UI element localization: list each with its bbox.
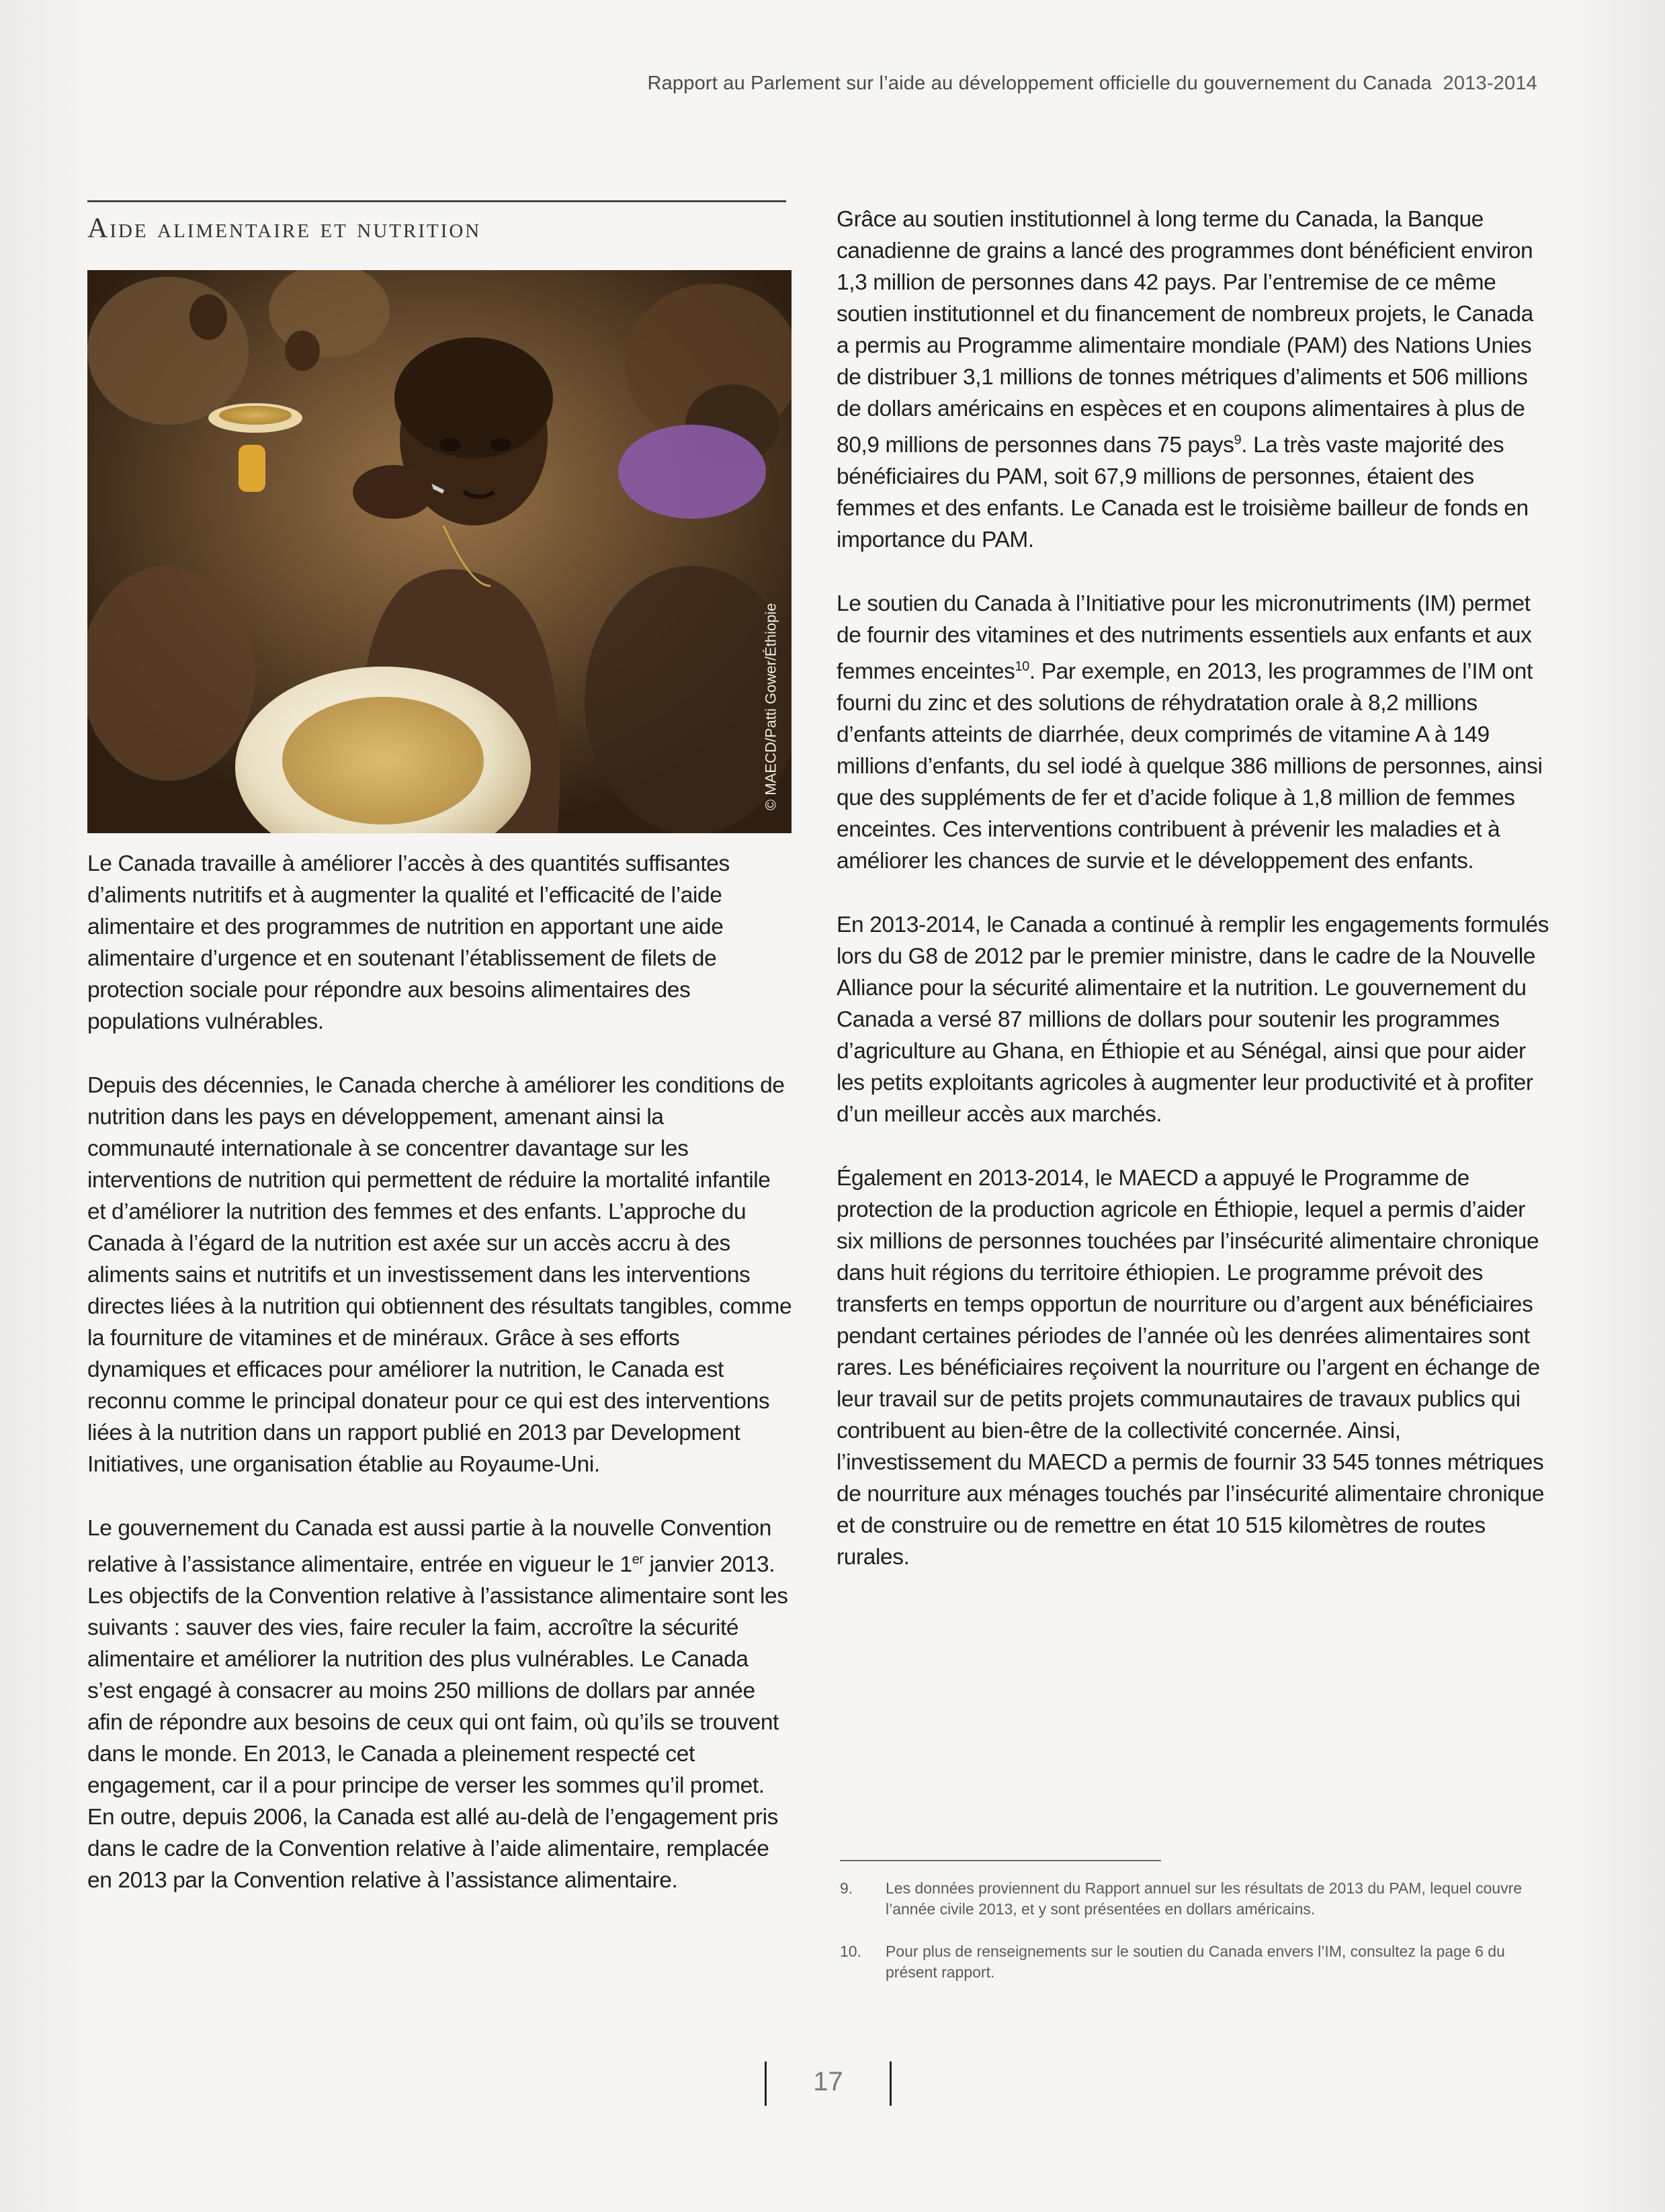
page-number	[765, 2061, 899, 2109]
left-column	[87, 848, 793, 1928]
footnote	[840, 1878, 1539, 1920]
photo-credit: © MAECD/Patti Gower/Éthiopie	[762, 603, 779, 810]
paragraph: Également en 2013-2014, le MAECD a appuyé le Programme de protection de la production agricole en Éthiopie, lequel a permis d’aider six millions de personnes touchées par l’insécurité alimentaire chronique dans huit régions du territoire éthiopien. Le programme prévoit des transferts en temps opportun de nourriture ou d’argent aux bénéficiaires pendant certaines périodes de l’année où les denrées alimentaires sont rares. Les bénéficiaires reçoivent la nourriture ou l’argent en échange de leur travail sur de petits projets communautaires de travaux publics qui contribuent au bien-être de la collectivité concernée. Ainsi, l’investissement du MAECD a permis de fournir 33 545 tonnes métriques de nourriture aux ménages touchés par l’insécurité alimentaire chronique et de construire ou de remettre en état 10 515 kilomètres de routes rurales.	[837, 1166, 1545, 1570]
paragraph: Depuis des décennies, le Canada cherche à améliorer les conditions de nutrition dans les pays en développement, amenant ainsi la communauté internationale à se concentrer davantage sur les interventions de nutrition qui permettent de réduire la mortalité infantile et d’améliorer la nutrition des femmes et des enfants. L’approche du Canada à l’égard de la nutrition est axée sur un accès accru à des aliments sains et nutritifs et un investissement dans les interventions directes liées à la nutrition qui obtiennent des résultats tangibles, comme la fourniture de vitamines et de minéraux. Grâce à ses efforts dynamiques et efficaces pour améliorer la nutrition, le Canada est reconnu comme le principal donateur pour ce qui est des interventions liées à la nutrition dans un rapport publié en 2013 par Development Initiatives, une organisation établie au Royaume-Uni.	[87, 1073, 792, 1477]
running-header	[647, 73, 1537, 95]
section-title: Aide alimentaire et nutrition	[87, 213, 482, 244]
footnote-ref[interactable]: 10	[1015, 659, 1029, 675]
footnotes	[840, 1878, 1539, 2004]
footnote-text: Pour plus de renseignements sur le soutien du Canada envers l’IM, consultez la page 6 du présent rapport.	[886, 1943, 1505, 1981]
footnote	[840, 1941, 1539, 1983]
paragraph	[87, 1513, 793, 1896]
paragraph	[837, 204, 1549, 556]
section-rule	[87, 200, 786, 202]
superscript: er	[632, 1552, 644, 1567]
footnote-rule	[840, 1860, 1161, 1861]
footnote-number: 10.	[840, 1943, 861, 1960]
running-header-years: 2013-2014	[1443, 73, 1537, 94]
footnote-number: 9.	[840, 1879, 853, 1897]
page-number-bar-right	[890, 2061, 892, 2106]
right-column	[837, 204, 1549, 1605]
photo-illustration	[87, 270, 792, 833]
footnote-ref[interactable]: 9	[1234, 433, 1242, 448]
paragraph-text: janvier 2013. Les objectifs de la Convention relative à l’assistance alimentaire sont les suivants : sauver des vies, faire reculer la faim, accroître la sécurité alimentaire et améliorer la nutrition des plus vulnérables. Le Canada s’est engagé à consacrer au moins 250 millions de dollars par année afin de répondre aux besoins de ceux qui ont faim, où qu’ils se trouvent dans le monde. En 2013, le Canada a pleinement respecté cet engagement, car il a pour principe de verser les sommes qu’il promet. En outre, depuis 2006, la Canada est allé au-delà de l’engagement pris dans le cadre de la Convention relative à l’aide alimentaire, remplacée en 2013 par la Convention relative à l’assistance alimentaire.	[87, 1552, 788, 1894]
page-number-value: 17	[813, 2067, 843, 2096]
paragraph-text: Grâce au soutien institutionnel à long terme du Canada, la Banque canadienne de grains a lancé des programmes dont bénéficient environ 1,3 million de personnes dans 42 pays. Par l’entremise de ce même soutien institutionnel et du financement de nombreux projets, le Canada a permis au Programme alimentaire mondiale (PAM) des Nations Unies de distribuer 3,1 millions de tonnes métriques d’aliments et 506 millions de dollars américains en espèces et en coupons alimentaires à plus de 80,9 millions de personnes dans 75 pays	[837, 207, 1533, 458]
running-header-title: Rapport au Parlement sur l’aide au développement officielle du gouvernement du Canada	[647, 73, 1432, 94]
paragraph-text: . Par exemple, en 2013, les programmes de l’IM ont fourni du zinc et des solutions de réhydratation orale à 8,2 millions d’enfants atteints de diarrhée, deux comprimés de vitamine A à 149 millions d’enfants, du sel iodé à quelque 386 millions de personnes, ainsi que des suppléments de fer et d’acide folique à 1,8 million de femmes enceintes. Ces interventions contribuent à prévenir les maladies et à améliorer les chances de survie et le développement des enfants.	[837, 659, 1543, 874]
paragraph-text: Le gouvernement du Canada est aussi partie à la nouvelle Convention relative à l’assistance alimentaire, entrée en vigueur le 1	[87, 1516, 771, 1578]
footnote-text: Les données proviennent du Rapport annuel sur les résultats de 2013 du PAM, lequel couvre l’année civile 2013, et y sont présentées en dollars américains.	[886, 1879, 1523, 1918]
paragraph-text: Le soutien du Canada à l’Initiative pour les micronutriments (IM) permet de fournir des vitamines et des nutriments essentiels aux enfants et aux femmes enceintes	[837, 591, 1532, 685]
paragraph	[837, 588, 1549, 877]
paragraph: Le Canada travaille à améliorer l’accès à des quantités suffisantes d’aliments nutritifs et à augmenter la qualité et l’efficacité de l’aide alimentaire et des programmes de nutrition en apportant une aide alimentaire d’urgence et en soutenant l’établissement de filets de protection sociale pour répondre aux besoins alimentaires des populations vulnérables.	[87, 851, 730, 1034]
paragraph: En 2013-2014, le Canada a continué à remplir les engagements formulés lors du G8 de 2012 par le premier ministre, dans le cadre de la Nouvelle Alliance pour la sécurité alimentaire et la nutrition. Le gouvernement du Canada a versé 87 millions de dollars pour soutenir les programmes d’agriculture au Ghana, en Éthiopie et au Sénégal, ainsi que pour aider les petits exploitants agricoles à augmenter leur productivité et à profiter d’un meilleur accès aux marchés.	[837, 912, 1549, 1128]
paragraph-text: . La très vaste majorité des bénéficiaires du PAM, soit 67,9 millions de personnes, étaient des femmes et des enfants. Le Canada est le troisième bailleur de fonds en importance du PAM.	[837, 433, 1529, 553]
child-eating-photo	[87, 270, 792, 833]
